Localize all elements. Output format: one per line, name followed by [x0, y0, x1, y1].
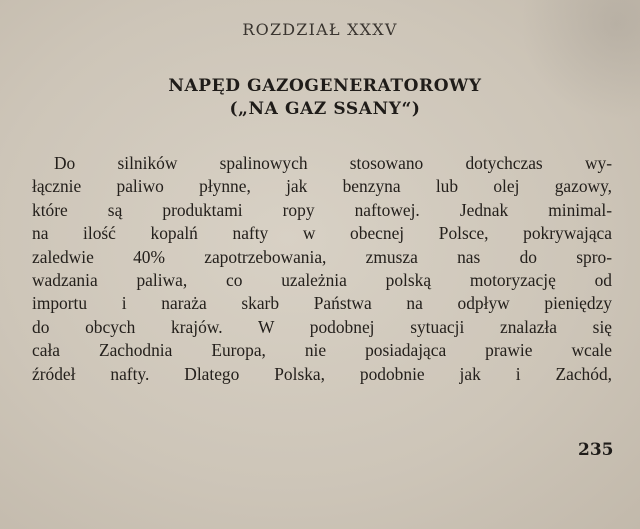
body-text: [32, 152, 612, 386]
section-title-line-2: („NA GAZ SSANY“): [229, 99, 421, 119]
body-line: źródeł nafty. Dlatego Polska, podobnie jak i Zachód,: [32, 363, 612, 384]
page-number: 235: [578, 440, 614, 460]
body-line: cała Zachodnia Europa, nie posiadająca prawie wcale: [32, 340, 612, 361]
body-line: łącznie paliwo płynne, jak benzyna lub olej gazowy,: [32, 176, 612, 197]
body-line: do obcych krajów. W podobnej sytuacji znalazła się: [32, 316, 612, 337]
body-line: na ilość kopalń nafty w obecnej Polsce, pokrywająca: [32, 223, 612, 244]
chapter-heading: ROZDZIAŁ XXXV: [242, 20, 398, 39]
body-line: wadzania paliwa, co uzależnia polską motoryzację od: [32, 269, 612, 290]
body-line: które są produktami ropy naftowej. Jednak minimal-: [32, 199, 612, 220]
body-line: importu i naraża skarb Państwa na odpływ pieniędzy: [32, 293, 612, 314]
section-title-line-1: NAPĘD GAZOGENERATOROWY: [168, 76, 482, 96]
body-line: Do silników spalinowych stosowano dotychczas wy-: [54, 153, 612, 173]
body-line: zaledwie 40% zapotrzebowania, zmusza nas do spro-: [32, 246, 612, 267]
